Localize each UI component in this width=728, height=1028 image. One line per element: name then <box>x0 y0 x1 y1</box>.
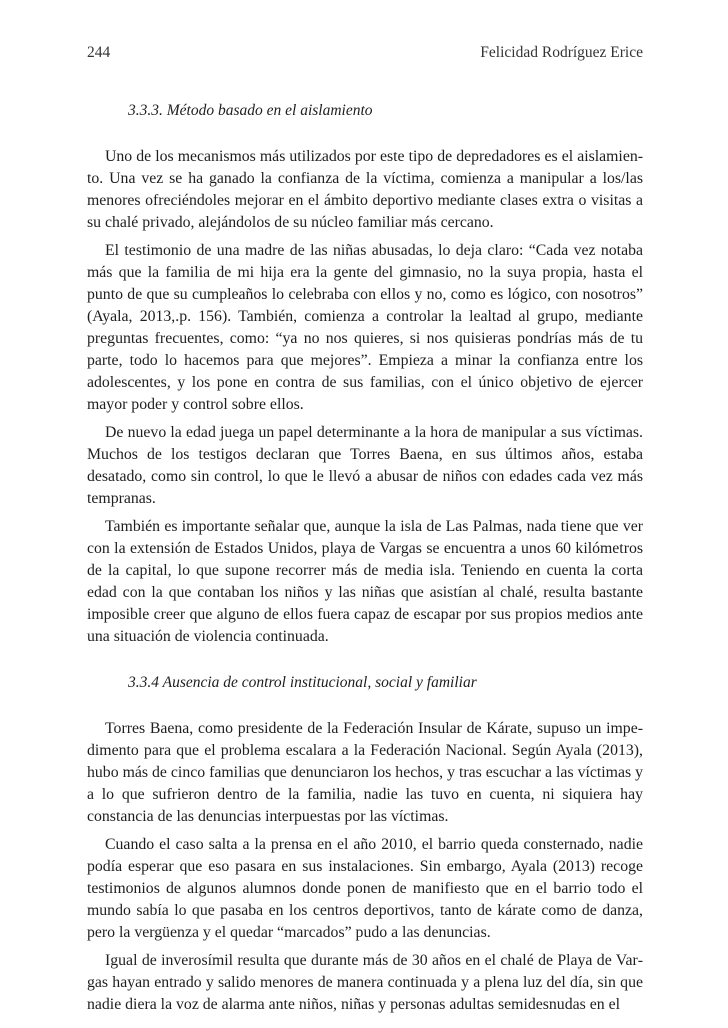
section-heading: 3.3.4 Ausencia de control institucional, social y familiar <box>128 674 477 691</box>
page-number: 244 <box>87 44 111 61</box>
paragraph: El testimonio de una madre de las niñas abusadas, lo deja claro: “Cada vez notaba más que la familia de mi hija era la gente del gimnasio, no la suya propia, hasta el punto de que su cumpleaños lo celebraba con ellos y no, como es lógico, con nosotros” (Ayala, 2013,.p. 156). También, comienza a controlar la lealtad al grupo, mediante preguntas frecuentes, como: “ya no nos quieres, si nos quisieras pondrías más de tu parte, todo lo hacemos para que mejores”. Empieza a minar la confianza entre los adolescentes, y los pone en contra de sus familias, con el único objetivo de ejercer mayor poder y control sobre ellos. <box>87 242 643 413</box>
author-name: Felicidad Rodríguez Erice <box>480 44 643 61</box>
paragraph: Cuando el caso salta a la prensa en el año 2010, el barrio queda consternado, nadie podía esperar que eso pasara en sus instalaciones. Sin embargo, Ayala (2013) recoge testimonios de algunos alumnos donde ponen de manifiesto que en el barrio todo el mundo sabía lo que pasaba en los centros deportivos, tanto de kárate como de danza, pero la vergüenza y el quedar “marcados” pudo a las denuncias. <box>87 836 643 941</box>
running-header <box>87 44 643 62</box>
paragraph: Igual de inverosímil resulta que durante más de 30 años en el chalé de Playa de Vargas hayan entrado y salido menores de manera continuada y a plena luz del día, sin que nadie diera la voz de alarma ante niños, niñas y personas adultas semidesnudas en el <box>87 952 643 1013</box>
paragraph: También es importante señalar que, aunque la isla de Las Palmas, nada tiene que ver con la extensión de Estados Unidos, playa de Vargas se encuentra a unos 60 kilómetros de la capital, lo que supone recorrer más de media isla. Teniendo en cuenta la corta edad con la que contaban los niños y las niñas que asistían al chalé, resulta bastante imposible creer que alguno de ellos fuera capaz de escapar por sus propios medios ante una situación de violencia continuada. <box>87 518 643 645</box>
paragraph: De nuevo la edad juega un papel determinante a la hora de manipular a sus víctimas. Muchos de los testigos declaran que Torres Baena, en sus últimos años, estaba desatado, como sin control, lo que le llevó a abusar de niños con edades cada vez más tempranas. <box>87 424 643 507</box>
body-text <box>87 100 643 1022</box>
paragraph: Torres Baena, como presidente de la Federación Insular de Kárate, supuso un impedimento para que el problema escalara a la Federación Nacional. Según Ayala (2013), hubo más de cinco familias que denunciaron los hechos, y tras escuchar a las víctimas y a lo que sufrieron dentro de la familia, nadie las tuvo en cuenta, ni siquiera hay constancia de las denuncias interpuestas por las víctimas. <box>87 720 643 825</box>
section-heading: 3.3.3. Método basado en el aislamiento <box>128 102 373 119</box>
paragraph: Uno de los mecanismos más utilizados por este tipo de depredadores es el aislamiento. Una vez se ha ganado la confianza de la víctima, comienza a manipular a los/las menores ofreciéndoles mejorar en el ámbito deportivo mediante clases extra o visitas a su chalé privado, alejándolos de su núcleo familiar más cercano. <box>87 148 643 231</box>
